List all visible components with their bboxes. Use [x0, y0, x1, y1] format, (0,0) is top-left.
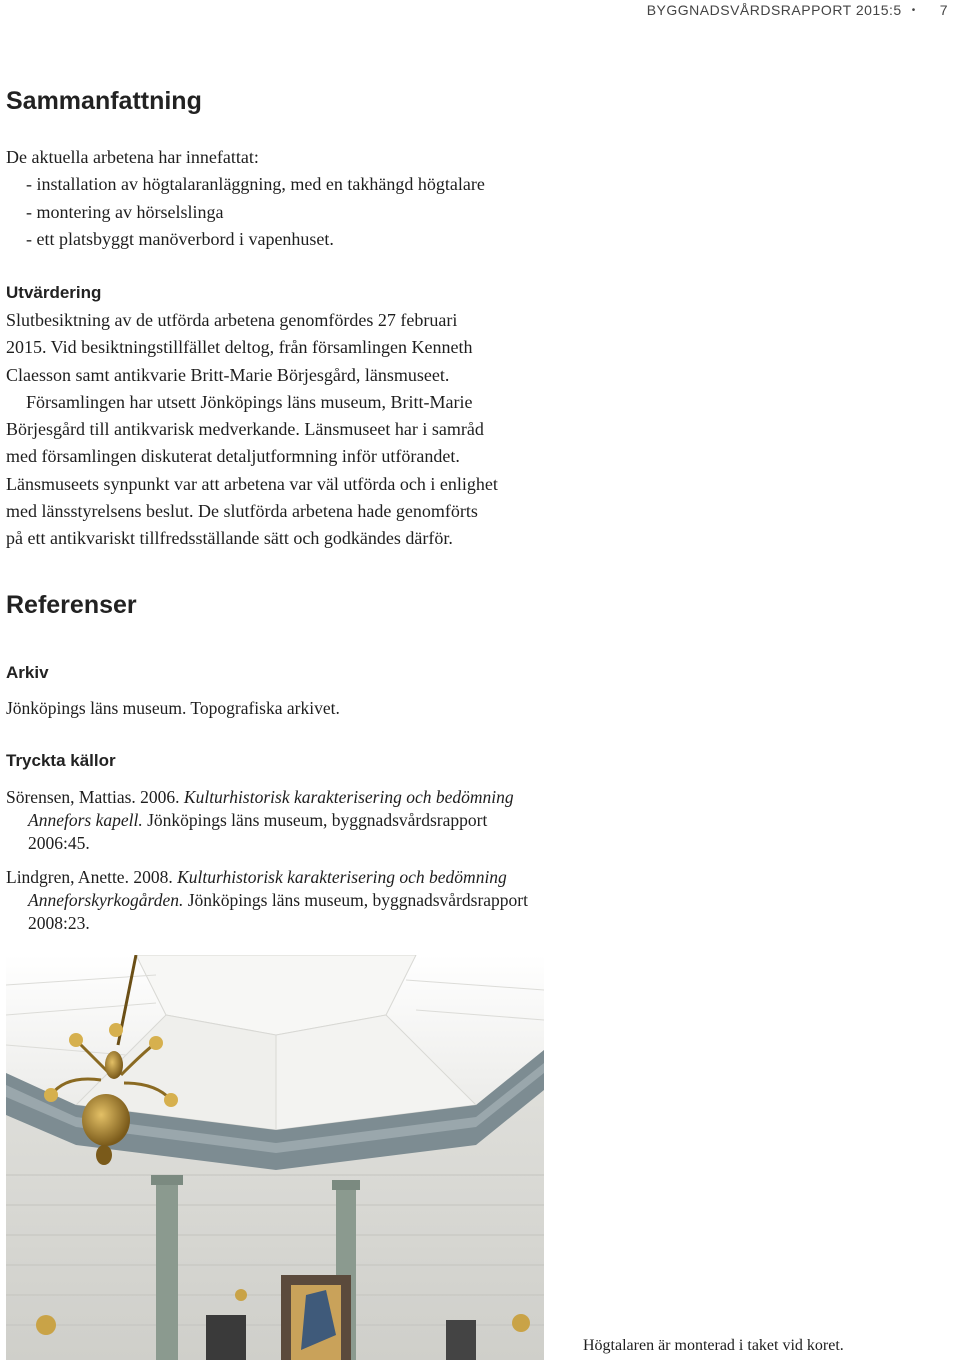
evaluation-line: Slutbesiktning av de utförda arbetena genomfördes 27 februari [6, 310, 458, 330]
evaluation-line: med länsstyrelsens beslut. De slutförda arbetena hade genomförts [6, 501, 478, 522]
reference-title-cont: Anneforskyrkogården. [28, 890, 184, 910]
summary-item: - montering av hörselslinga [26, 201, 224, 222]
church-ceiling-photo [6, 955, 544, 1360]
report-title: BYGGNADSVÅRDSRAPPORT 2015:5 [646, 2, 902, 18]
summary-block [6, 144, 551, 253]
evaluation-line: 2015. Vid besiktningstillfället deltog, från församlingen Kenneth [6, 337, 473, 358]
reference-entry [6, 786, 551, 855]
evaluation-paragraph [6, 307, 551, 553]
summary-item: - installation av högtalaranläggning, med en takhängd högtalare [26, 174, 485, 195]
reference-author: Lindgren, Anette. 2008. [6, 867, 173, 887]
reference-publisher: Jönköpings läns museum, byggnadsvårdsrapport [187, 890, 528, 910]
reference-title: Kulturhistorisk karakterisering och bedömning [177, 867, 507, 887]
heading-utvardering: Utvärdering [6, 283, 102, 302]
reference-title-cont: Annefors kapell. [28, 810, 143, 830]
evaluation-line: Församlingen har utsett Jönköpings läns museum, Britt-Marie [26, 391, 473, 412]
reference-number: 2008:23. [28, 913, 90, 933]
reference-title: Kulturhistorisk karakterisering och bedömning [183, 787, 514, 807]
heading-arkiv: Arkiv [6, 663, 49, 682]
evaluation-line: med församlingen diskuterat detaljutformning inför utförandet. [6, 446, 460, 467]
heading-tryckta-kallor: Tryckta källor [6, 751, 116, 770]
summary-intro: De aktuella arbetena har innefattat: [6, 147, 259, 167]
heading-referenser: Referenser [6, 591, 137, 619]
page-number: 7 [939, 2, 948, 18]
archive-entry: Jönköpings läns museum. Topografiska arkivet. [6, 698, 340, 718]
reference-entry [6, 866, 551, 935]
running-head [647, 0, 948, 20]
photo-caption: Högtalaren är monterad i taket vid koret. [583, 1337, 844, 1354]
reference-author: Sörensen, Mattias. 2006. [6, 787, 180, 807]
evaluation-line: Claesson samt antikvarie Britt-Marie Börjesgård, länsmuseet. [6, 364, 450, 385]
evaluation-line: på ett antikvariskt tillfredsställande sätt och godkändes därför. [6, 528, 453, 549]
separator-dot: • [911, 4, 916, 16]
reference-number: 2006:45. [28, 833, 90, 853]
summary-item: - ett platsbyggt manöverbord i vapenhuset. [26, 228, 334, 249]
heading-sammanfattning: Sammanfattning [6, 87, 202, 115]
evaluation-line: Börjesgård till antikvarisk medverkande. Länsmuseet har i samråd [6, 419, 484, 440]
evaluation-line: Länsmuseets synpunkt var att arbetena var väl utförda och i enlighet [6, 473, 498, 494]
reference-publisher: Jönköpings läns museum, byggnadsvårdsrapport [147, 810, 488, 830]
